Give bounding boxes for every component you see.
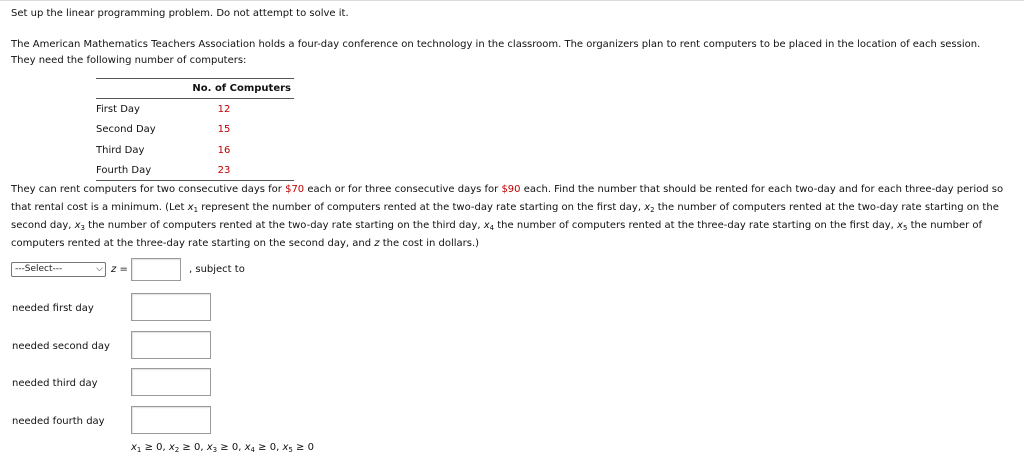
constraint-input-fourth-day[interactable]: [131, 406, 211, 434]
objective-function-input[interactable]: [131, 258, 181, 281]
table-row-day: Second Day: [96, 124, 156, 135]
subject-to-text: , subject to: [189, 264, 245, 275]
table-header: No. of Computers: [192, 83, 291, 94]
table-row-count: 12: [217, 104, 231, 115]
constraint-input-second-day[interactable]: [131, 331, 211, 359]
table-row-day: Fourth Day: [96, 165, 152, 176]
table-header-rule: [96, 98, 294, 99]
nonnegativity-constraints: $x_1 \ge 0$, $x_2 \ge 0$, $x_3 \ge 0$, $x_4 \ge 0$, $x_5 \ge 0$: [131, 442, 314, 454]
table-row-day: First Day: [96, 104, 140, 115]
intro-line-2: They need the following number of computers:: [11, 55, 247, 66]
table-row-count: 16: [217, 145, 231, 156]
objective-label: z =: [111, 264, 128, 275]
constraint-label: needed second day: [12, 341, 110, 352]
constraint-input-first-day[interactable]: [131, 293, 211, 321]
constraint-input-third-day[interactable]: [131, 368, 211, 396]
instruction-text: Set up the linear programming problem. Do not attempt to solve it.: [11, 8, 349, 19]
chevron-down-icon: ⌵: [96, 264, 103, 274]
constraint-label: needed fourth day: [12, 416, 105, 427]
objective-select-value: ---Select---: [15, 264, 63, 274]
three-day-price: $90: [501, 184, 521, 195]
two-day-price: $70: [285, 184, 305, 195]
table-row-count: 23: [217, 165, 231, 176]
problem-paragraph: They can rent computers for two consecutive days for $70 each or for three consecutive days for $90 each. Find the number that should be rented for each two-day and for each three-day period so that rental cost is a minimum. (Let $x_1$ represent the number of computers rented at the two-day rate starting on the first day, $x_2$ the number of computers rented at the two-day rate starting on the second day, $x_3$ the number of computers rented at the two-day rate starting on the third day, $x_4$ the number of computers rented at the three-day rate starting on the first day, $x_5$ the number of computers rented at the three-day rate starting on the second day, and z the cost in dollars.): [11, 184, 1004, 249]
table-row-count: 15: [217, 124, 231, 135]
table-row-day: Third Day: [96, 145, 145, 156]
constraint-label: needed first day: [12, 303, 94, 314]
constraint-label: needed third day: [12, 378, 98, 389]
table-top-rule: [96, 78, 294, 79]
intro-line-1: The American Mathematics Teachers Association holds a four-day conference on technology in the classroom. The organizers plan to rent computers to be placed in the location of each session.: [11, 39, 981, 50]
objective-select[interactable]: [11, 262, 106, 277]
top-divider: [0, 0, 1024, 1]
